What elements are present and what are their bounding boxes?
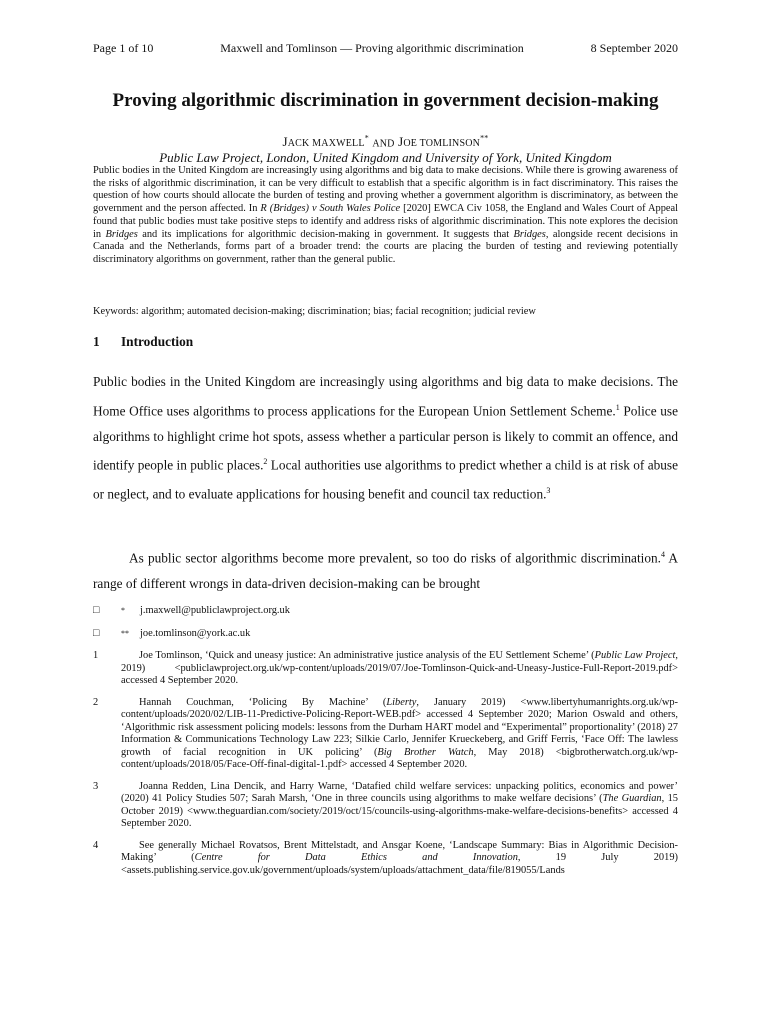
footnote-marker: □ xyxy=(93,627,100,639)
email-link[interactable]: joe.tomlinson@york.ac.uk xyxy=(140,627,251,639)
section-number: 1 xyxy=(93,334,100,349)
author-conjunction: AND xyxy=(372,138,395,150)
paragraph-1: Public bodies in the United Kingdom are increasingly using algorithms and big data to make decisions. The Home Office uses algorithms to process applications for the European Union Settlement Scheme.$^1$ Police use algorithms to highlight crime hot spots, assess whether a particular person is likely to commit an offence, and identify people in public places.$^2$ Local authorities use algorithms to predict whether a child is at risk of abuse or neglect, and to evaluate applications for housing benefit and council tax reduction.$^3$ xyxy=(93,374,678,502)
footnote-ref-1[interactable]: 1 xyxy=(615,402,620,412)
footnote-number: 2 xyxy=(93,696,99,708)
footnote-1: 1 Joe Tomlinson, ‘Quick and uneasy justice: An administrative justice analysis of the EU Settlement Scheme’ (Public Law Project, 2019) <publiclawproject.org.uk/wp-content/uploads/2019/07/Joe-Tomlinson-Quick-and-Uneasy-Justice-Full-Report-2019.pdf> accessed 4 September 2020. xyxy=(93,650,679,686)
keywords: Keywords: algorithm; automated decision-making; discrimination; bias; facial recognition; judicial review xyxy=(93,306,536,317)
running-header xyxy=(93,41,678,59)
author-2-mark: ** xyxy=(480,134,489,143)
author-note-2: □ ** joe.tomlinson@york.ac.uk xyxy=(93,627,251,639)
author-line xyxy=(93,134,678,150)
author-1-mark: * xyxy=(364,134,369,143)
author-note-1: □ * j.maxwell@publiclawproject.org.uk xyxy=(93,605,290,616)
section-heading xyxy=(93,334,678,350)
footnote-ref-4[interactable]: 4 xyxy=(660,550,665,559)
footnote-ref-3[interactable]: 3 xyxy=(546,486,551,496)
footnote-ref-2[interactable]: 2 xyxy=(263,457,268,467)
footnote-3: 3 Joanna Redden, Lina Dencik, and Harry Warne, ‘Datafied child welfare services: unpacking politics, economics and power’ (2020) 41 Policy Studies 507; Sarah Marsh, ‘One in three councils using algorithms to make welfare decisions’ (The Guardian, 15 October 2019) <www.theguardian.com/society/2019/oct/15/councils-using-algorithms-make-welfare-decisions-benefits> accessed 4 September 2020. xyxy=(93,780,678,829)
running-title: Maxwell and Tomlinson — Proving algorithmic discrimination xyxy=(220,41,524,55)
footnote-marker: □ xyxy=(93,605,100,616)
footnote-2: 2 Hannah Couchman, ‘Policing By Machine’ (Liberty, January 2019) <www.libertyhumanrights.org.uk/wp-content/uploads/2020/02/LIB-11-Predictive-Policing-Report-WEB.pdf> accessed 4 September 2020; Marion Oswald and others, ‘Algorithmic risk assessment policing models: lessons from the Durham HART model and “Experimental” proportionality’ (2018) 27 Information & Communications Technology Law 223; Silkie Carlo, Jennifer Krueckeberg, and Griff Ferris, ‘Face Off: The lawless growth of facial recognition in UK policing’ (Big Brother Watch, May 2018) <bigbrotherwatch.org.uk/wp-content/uploads/2018/05/Face-Off-final-digital-1.pdf> accessed 4 September 2020. xyxy=(93,696,679,770)
paragraph-2: As public sector algorithms become more prevalent, so too do risks of algorithmic discrimination.$^4$ A range of different wrongs in data-driven decision-making can be brought xyxy=(93,550,678,592)
abstract: Public bodies in the United Kingdom are increasingly using algorithms and big data to make decisions. While there is growing awareness of the risks of algorithmic discrimination, it can be very difficult to establish that a specific algorithm is in fact discriminatory. This raises the question of how courts should allocate the burden of testing and proving whether a government algorithm is discriminatory, as between the government and the person affected. In R (Bridges) v South Wales Police [2020] EWCA Civ 1058, the England and Wales Court of Appeal found that public bodies must take positive steps to identify and address risks of algorithmic discrimination. This note explores the decision in Bridges and its implications for algorithmic decision-making in government. It suggests that Bridges, alongside recent decisions in Canada and the Netherlands, forms part of a broader trend: the courts are placing the burden of testing and reviewing potentially discriminatory algorithms on government, rather than the general public. xyxy=(93,165,678,265)
page-number: Page 1 of 10 xyxy=(93,41,154,55)
email-link[interactable]: j.maxwell@publiclawproject.org.uk xyxy=(140,605,290,616)
header-date: 8 September 2020 xyxy=(590,41,678,55)
footnotes xyxy=(93,605,678,886)
footnote-4: 4 See generally Michael Rovatsos, Brent Mittelstadt, and Ansgar Koene, ‘Landscape Summary: Bias in Algorithmic Decision-Making’ (Centre for Data Ethics and Innovation, 19 July 2019) <assets.publishing.service.gov.uk/government/uploads/system/uploads/attachment_data/file/819055/Lands xyxy=(93,839,678,876)
case-name: R (Bridges) v South Wales Police xyxy=(260,203,401,215)
author-2: JOE TOMLINSON** xyxy=(398,134,489,150)
footnote-number: 1 xyxy=(93,650,99,661)
author-1: JACK MAXWELL* xyxy=(282,134,369,150)
footnote-number: 4 xyxy=(93,839,99,851)
paper-title: Proving algorithmic discrimination in government decision-making xyxy=(112,90,659,111)
section-title: Introduction xyxy=(121,334,194,349)
affiliation: Public Law Project, London, United Kingdom and University of York, United Kingdom xyxy=(159,150,612,165)
footnote-number: 3 xyxy=(93,780,99,792)
